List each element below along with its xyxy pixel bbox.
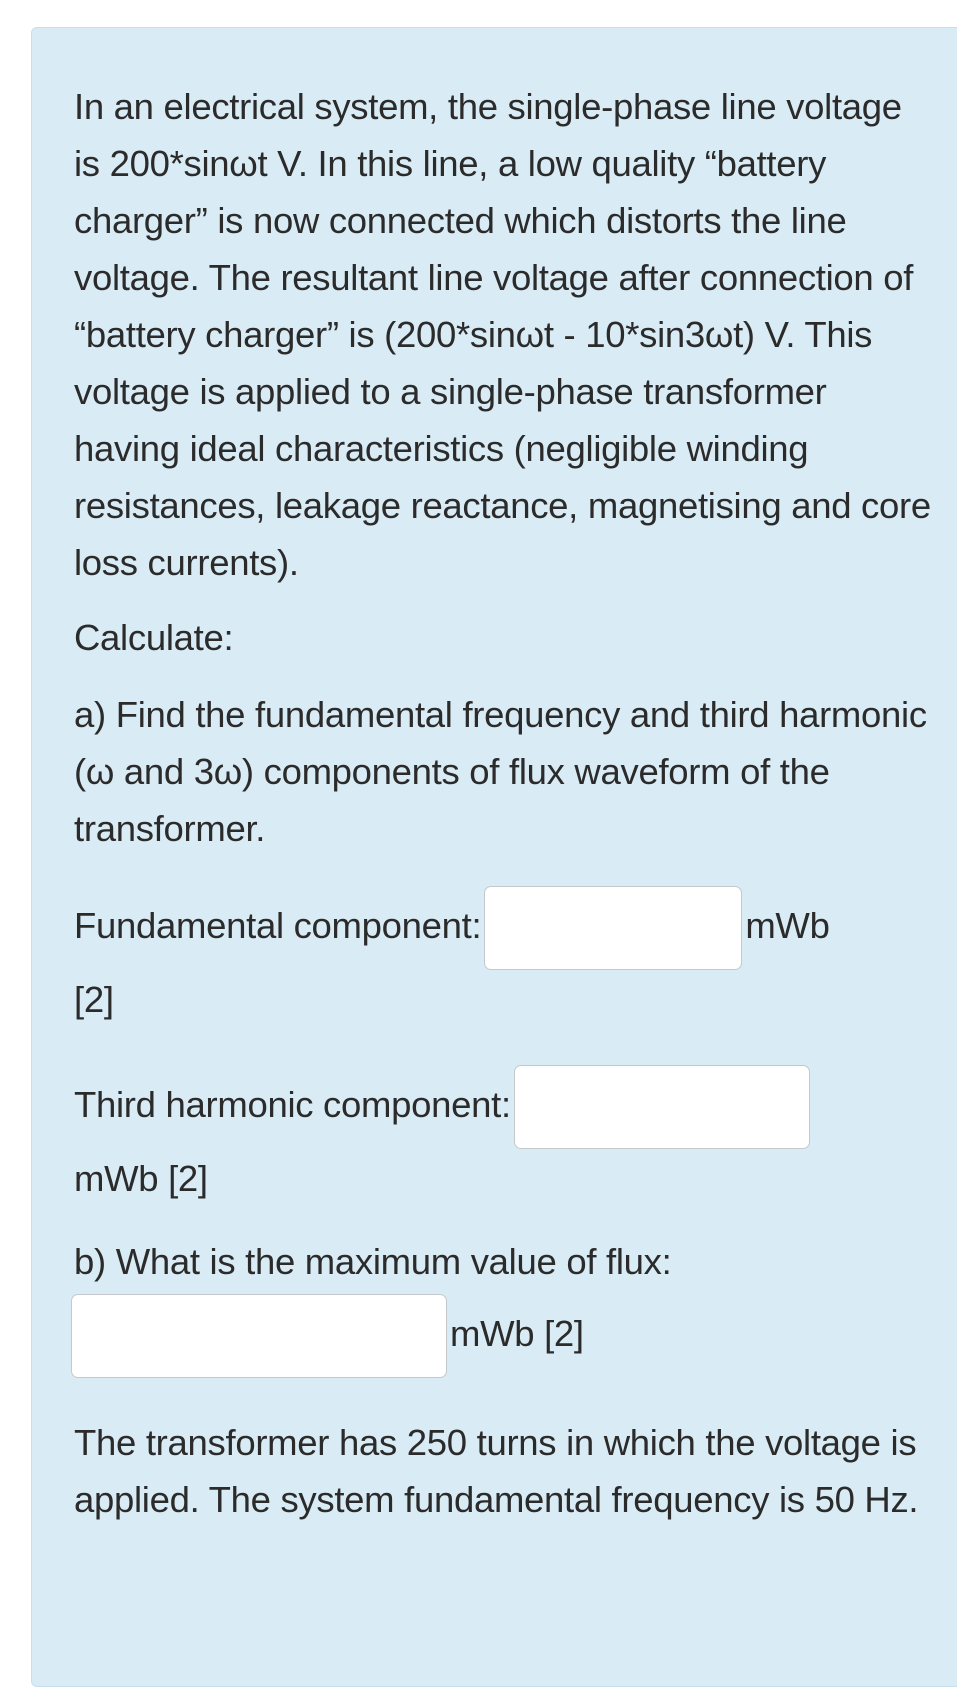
part-b-text: b) What is the maximum value of flux: [74, 1241, 672, 1282]
third-harmonic-answer-line [74, 1064, 934, 1146]
max-flux-answer-line [71, 1292, 934, 1376]
final-note: The transformer has 250 turns in which the voltage is applied. The system fundamental frequency is 50 Hz. [74, 1422, 919, 1520]
third-harmonic-unit-marks: mWb [2] [74, 1158, 208, 1199]
part-a-text: a) Find the fundamental frequency and third harmonic (ω and 3ω) components of flux waveform of the transformer. [74, 694, 927, 849]
fundamental-marks: [2] [74, 979, 114, 1020]
question-content [74, 78, 934, 1528]
fundamental-unit: mWb [745, 905, 830, 946]
third-harmonic-input[interactable] [514, 1065, 810, 1149]
question-intro: In an electrical system, the single-phase line voltage is 200*sinωt V. In this line, a low quality “battery charger” is now connected which distorts the line voltage. The resultant line voltage after connection of “battery charger” is (200*sinωt - 10*sin3ωt) V. This voltage is applied to a single-phase transformer having ideal characteristics (negligible winding resistances, leakage reactance, magnetising and core loss currents). [74, 86, 931, 583]
calculate-label: Calculate: [74, 617, 234, 658]
third-harmonic-label: Third harmonic component: [74, 1084, 511, 1125]
fundamental-input[interactable] [484, 886, 742, 970]
fundamental-label: Fundamental component: [74, 905, 482, 946]
fundamental-answer-line [74, 885, 934, 967]
question-panel [31, 27, 957, 1687]
max-flux-input[interactable] [71, 1294, 447, 1378]
max-flux-unit-marks: mWb [2] [450, 1313, 584, 1354]
